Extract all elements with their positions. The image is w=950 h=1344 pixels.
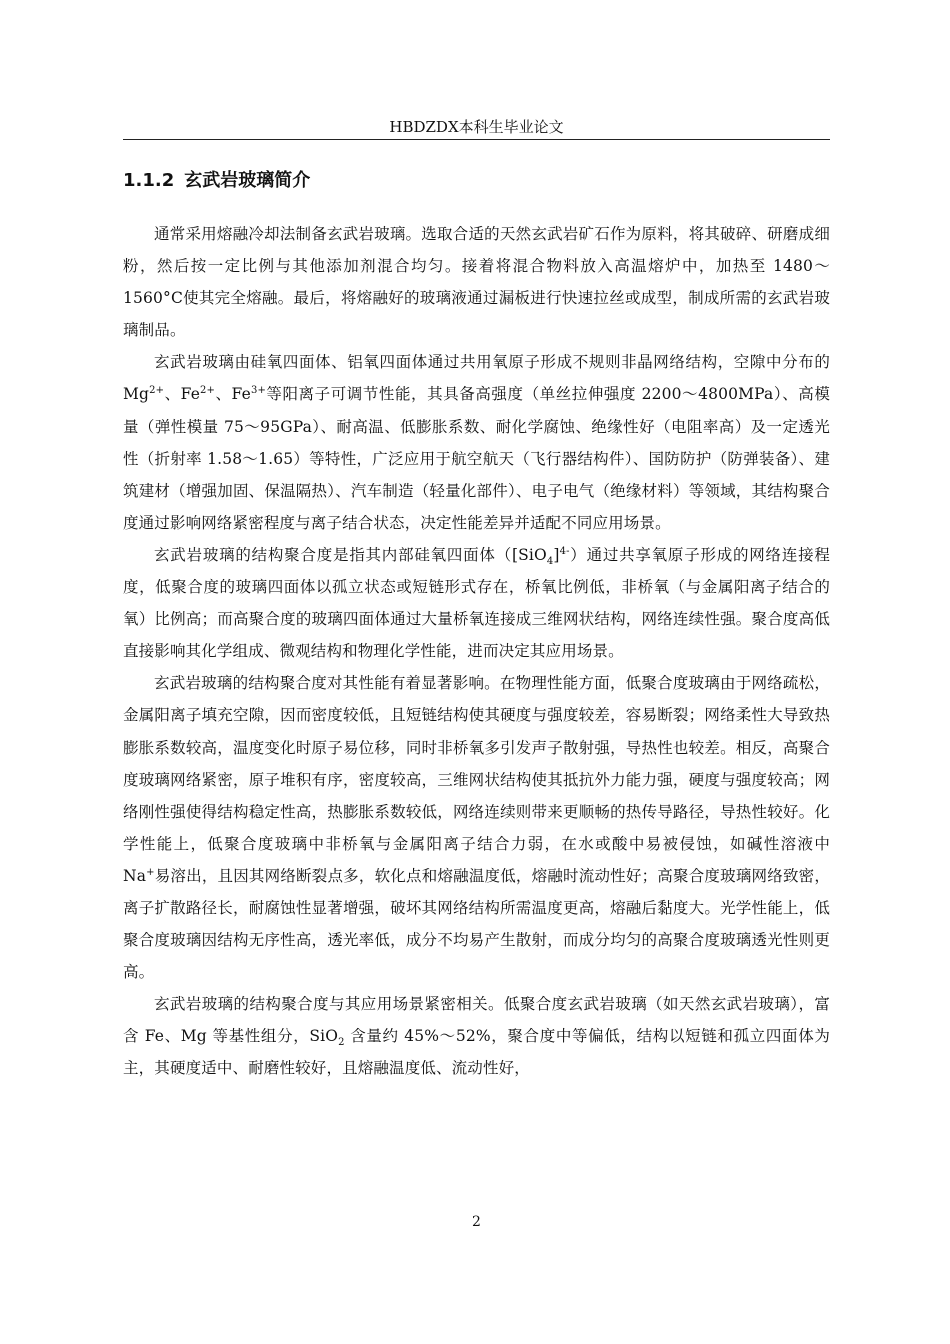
paragraph-preparation: 通常采用熔融冷却法制备玄武岩玻璃。选取合适的天然玄武岩矿石作为原料，将其破碎、研磨成细粉，然后按一定比例与其他添加剂混合均匀。接着将混合物料放入高温熔炉中，加热至 1480～1560°C使其完全熔融。最后，将熔融好的玻璃液通过漏板进行快速拉丝或成型，制成所需的玄武岩玻璃制品。: [123, 225, 830, 340]
paragraph-polymerization-effects: 玄武岩玻璃的结构聚合度对其性能有着显著影响。在物理性能方面，低聚合度玻璃由于网络疏松，金属阳离子填充空隙，因而密度较低，且短链结构使其硬度与强度较差，容易断裂；网络柔性大导致热膨胀系数较高，温度变化时原子易位移，同时非桥氧多引发声子散射强，导热性也较差。相反，高聚合度玻璃网络紧密，原子堆积有序，密度较高，三维网状结构使其抵抗外力能力强，硬度与强度较高；网络刚性强使得结构稳定性高，热膨胀系数较低，网络连续则带来更顺畅的热传导路径，导热性较好。化学性能上，低聚合度玻璃中非桥氧与金属阳离子结合力弱，在水或酸中易被侵蚀，如碱性溶液中 Na+易溶出，且因其网络断裂点多，软化点和熔融温度低，熔融时流动性好；高聚合度玻璃网络致密，离子扩散路径长，耐腐蚀性显著增强，破坏其网络结构所需温度更高，熔融后黏度大。光学性能上，低聚合度玻璃因结构无序性高，透光率低，成分不均易产生散射，而成分均匀的高聚合度玻璃透光性则更高。: [123, 674, 830, 982]
page-number: 2: [472, 1214, 481, 1230]
section-title: 玄武岩玻璃简介: [184, 170, 311, 191]
paragraph-structure-properties: 玄武岩玻璃由硅氧四面体、铝氧四面体通过共用氧原子形成不规则非晶网络结构，空隙中分布的 $Mg^{2+}$、$Fe^{2+}$、$Fe^{3+}$等阳离子可调节性能，其具备高强度（单丝拉伸强度 2200～4800MPa）、高模量（弹性模量 75～95GPa）、耐高温、低膨胀系数、耐化学腐蚀、绝缘性好（电阻率高）及一定透光性（折射率 1.58～1.65）等特性，广泛应用于航空航天（飞行器结构件）、国防防护（防弹装备）、建筑建材（增强加固、保温隔热）、汽车制造（轻量化部件）、电子电气（绝缘材料）等领域，其结构聚合度通过影响网络紧密程度与离子结合状态，决定性能差异并适配不同应用场景。: [123, 353, 830, 532]
section-heading: [123, 169, 310, 193]
header-rule: [123, 139, 830, 140]
section-number: 1.1.2: [123, 170, 175, 191]
paragraph-applications: 玄武岩玻璃的结构聚合度与其应用场景紧密相关。低聚合度玄武岩玻璃（如天然玄武岩玻璃），富含 Fe、Mg 等基性组分，SiO$_2$ 含量约 45%～52%，聚合度中等偏低，结构以短链和孤立四面体为主，其硬度适中、耐磨性较好，且熔融温度低、流动性好，: [123, 995, 830, 1078]
paragraph-polymerization-definition: 玄武岩玻璃的结构聚合度是指其内部硅氧四面体$([SiO_4]^{4-})$通过共享氧原子形成的网络连接程度，低聚合度的玻璃四面体以孤立状态或短链形式存在，桥氧比例低，非桥氧（与金属阳离子结合的氧）比例高；而高聚合度的玻璃四面体通过大量桥氧连接成三维网状结构，网络连续性强。聚合度高低直接影响其化学组成、微观结构和物理化学性能，进而决定其应用场景。: [123, 545, 831, 661]
page-header: HBDZDX本科生毕业论文: [389, 118, 564, 136]
body-text: [123, 218, 830, 1085]
